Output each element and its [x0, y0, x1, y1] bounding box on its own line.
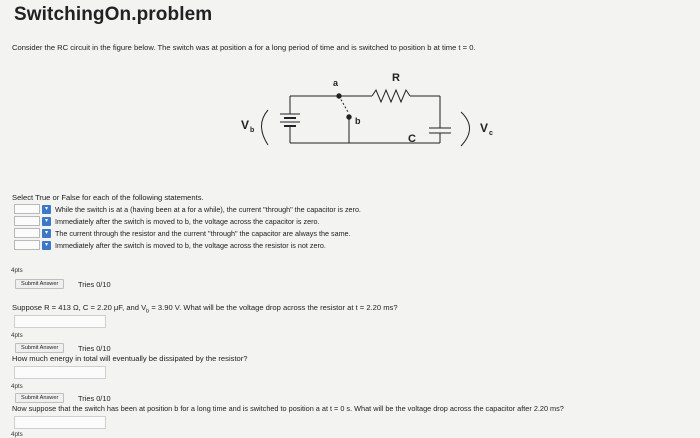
points-label: 4pts — [11, 383, 23, 390]
switch — [337, 94, 351, 143]
statement-text: Immediately after the switch is moved to b, the voltage across the capacitor is zero. — [55, 216, 320, 226]
submit-answer-button[interactable]: Submit Answer — [15, 279, 64, 289]
tries-counter: Tries 0/10 — [78, 394, 111, 403]
label-vb-sub: b — [250, 127, 255, 134]
battery-vb — [262, 96, 339, 145]
points-label: 4pts — [11, 267, 23, 274]
statement-row — [14, 216, 319, 226]
question-text-tail: = 3.90 V. What will be the voltage drop across the resistor at t = 2.20 ms? — [149, 303, 398, 312]
statement-row — [14, 204, 361, 214]
question-text-sub: b — [146, 308, 150, 315]
answer-input[interactable] — [14, 366, 106, 379]
label-vb: V — [241, 118, 250, 132]
statement-text: Immediately after the switch is moved to b, the voltage across the resistor is not zero. — [55, 240, 326, 250]
dropdown-arrow-icon[interactable]: ▾ — [42, 229, 51, 238]
points-label: 4pts — [11, 332, 23, 339]
statement-text: While the switch is at a (having been at a for a while), the current "through" the capacitor is zero. — [55, 204, 361, 214]
question-text-main: Suppose R = 413 Ω, C = 2.20 μF, and V — [12, 303, 147, 312]
true-false-select[interactable] — [14, 228, 40, 238]
submit-answer-button[interactable]: Submit Answer — [15, 393, 64, 403]
capacitor — [290, 112, 470, 146]
label-vc: V — [480, 121, 489, 135]
statements-heading: Select True or False for each of the following statements. — [12, 193, 204, 202]
submit-answer-button[interactable]: Submit Answer — [15, 343, 64, 353]
statement-text: The current through the resistor and the current "through" the capacitor are always the same. — [55, 228, 351, 238]
question-text: How much energy in total will eventually be dissipated by the resistor? — [12, 354, 248, 363]
question-text: Now suppose that the switch has been at position b for a long time and is switched to position a at t = 0 s. What will be the voltage drop across the capacitor after 2.20 ms? — [12, 404, 564, 413]
rc-circuit-diagram — [0, 0, 700, 200]
dropdown-arrow-icon[interactable]: ▾ — [42, 217, 51, 226]
question-text — [12, 303, 398, 315]
statement-row — [14, 240, 326, 250]
dropdown-arrow-icon[interactable]: ▾ — [42, 205, 51, 214]
label-b: b — [355, 116, 361, 126]
true-false-select[interactable] — [14, 216, 40, 226]
problem-intro: Consider the RC circuit in the figure below. The switch was at position a for a long period of time and is switched to position b at time t = 0. — [12, 43, 476, 52]
page-title: SwitchingOn.problem — [14, 4, 213, 25]
answer-input[interactable] — [14, 416, 106, 429]
dropdown-arrow-icon[interactable]: ▾ — [42, 241, 51, 250]
tries-counter: Tries 0/10 — [78, 280, 111, 289]
label-a: a — [333, 78, 339, 88]
label-c: C — [408, 133, 416, 145]
true-false-select[interactable] — [14, 240, 40, 250]
true-false-select[interactable] — [14, 204, 40, 214]
label-r: R — [392, 72, 400, 84]
points-label: 4pts — [11, 431, 23, 438]
statement-row — [14, 228, 351, 238]
answer-input[interactable] — [14, 315, 106, 328]
tries-counter: Tries 0/10 — [78, 344, 111, 353]
label-vc-sub: c — [489, 130, 493, 137]
